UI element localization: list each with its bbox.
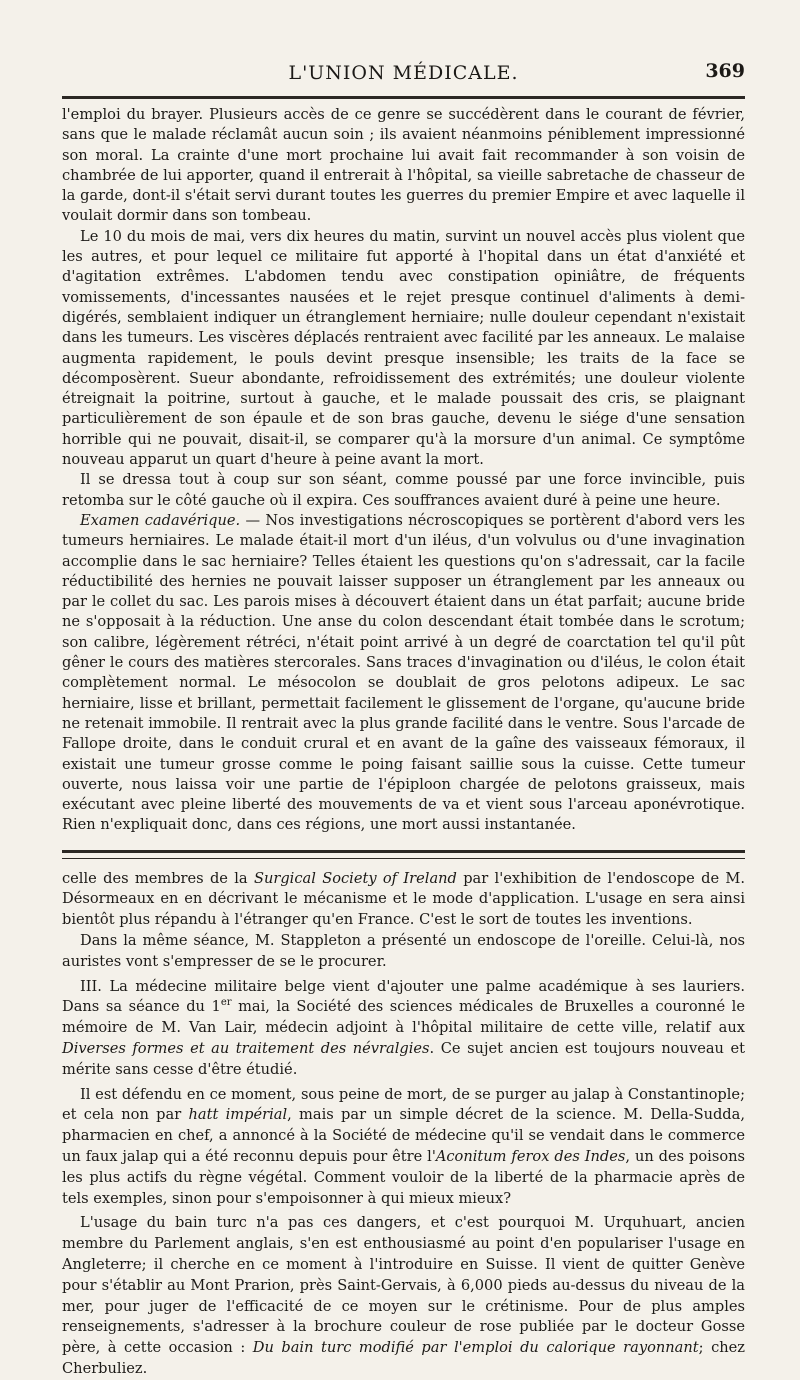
page-number: 369	[705, 60, 745, 82]
text-run: , mais par un simple décret de la science. M. Della-Sudda, pharmacien en chef, a annoncé à la Société de médecine qu'il se vendait dans le commerce un faux jalap qui a été reconnu depuis pour être l'	[62, 1106, 745, 1166]
hatt-imperial: hatt impérial	[188, 1106, 288, 1124]
article-body	[62, 105, 745, 836]
text-run: III. La médecine militaire belge vient d'ajouter une palme académique à ses lauriers. Dans sa séance du 1	[62, 977, 745, 1016]
paragraph-death: Il se dressa tout à coup sur son séant, comme poussé par une force invincible, puis retomba sur le côté gauche où il expira. Ces souffrances avaient duré à peine une heure.	[62, 471, 745, 509]
text-run: , un des poisons les plus actifs du règne végétal. Comment vouloir de la liberté de la pharmacie après de tels exemples, sinon pour s'empoisonner à qui mieux mieux?	[62, 1148, 746, 1207]
superscript: er	[220, 997, 232, 1009]
autopsy-heading: Examen cadavérique.	[80, 511, 241, 529]
aconitum-name: Aconitum ferox des Indes	[435, 1148, 626, 1166]
text-run: par l'exhibition de l'endoscope de M. Désormeaux en en décrivant le mécanisme et le mode d'application. L'usage en sera ainsi bientôt plus répandu à l'étranger qu'en France. C'est le sort de toutes les inventions.	[62, 869, 745, 929]
text-run: L'usage du bain turc n'a pas ces dangers, et c'est pourquoi M. Urquhuart, ancien membre du Parlement anglais, s'en est enthousiasmé au point d'en populariser l'usage en Angleterre; il cherche en ce moment à l'introduire en Suisse. Il vient de quitter Genève pour s'établir au Mont Prarion, près Saint-Gervais, à 6,000 pieds au-dessus du niveau de la mer, pour juger de l'efficacité de ce moyen sur le crétinisme. Pour de plus amples renseignements, s'adresser à la brochure couleur de rose publiée par le docteur Gosse père, à cette occasion :	[62, 1214, 745, 1357]
paragraph-turkish-bath	[62, 1213, 745, 1379]
society-name: Surgical Society of Ireland	[253, 869, 457, 887]
brochure-title: Du bain turc modifié par l'emploi du calorique rayonnant	[252, 1339, 699, 1357]
header-rule	[62, 96, 745, 99]
memoir-title: Diverses formes et au traitement des névralgies	[62, 1040, 430, 1058]
text-run: celle des membres de la	[62, 869, 254, 887]
section-divider	[62, 850, 745, 859]
paragraph-endoscope	[62, 869, 745, 931]
text-run: ; chez Cherbuliez.	[62, 1339, 745, 1378]
running-head	[62, 0, 745, 84]
paragraph-ear-endoscope: Dans la même séance, M. Stappleton a présenté un endoscope de l'oreille. Celui-là, nos auristes vont s'empresser de se le procurer.	[62, 932, 745, 970]
text-run: . Ce sujet ancien est toujours nouveau et mérite sans cesse d'être étudié.	[62, 1040, 745, 1078]
autopsy-text: — Nos investigations nécroscopiques se portèrent d'abord vers les tumeurs herniaires. Le malade était-il mort d'un iléus, d'un volvulus ou d'une invagination accomplie dans le sac herniaire? Telles étaient les questions qu'on s'adressait, car la facile réductibilité des hernies ne pouvait laisser supposer un étranglement par les anneaux ou par le collet du sac. Les parois mises à découvert étaient dans un état parfait; aucune bride ne s'opposait à la réduction. Une anse du colon descendant était tombée dans le scrotum; son calibre, légèrement rétréci, n'était point arrivé à un degré de coarctation tel qu'il pût gêner le cours des matières stercorales. Sans traces d'invagination ou d'iléus, le colon était complètement normal. Le mésocolon se doublait de gros pelotons adipeux. Le sac herniaire, lisse et brillant, permettait facilement le glissement de l'organe, qu'aucune bride ne retenait immobile. Il rentrait avec la plus grande facilité dans le ventre. Sous l'arcade de Fallope droite, dans le conduit crural et en avant de la gaîne des vaisseaux fémoraux, il existait une tumeur grosse comme le poing faisant saillie sous la cuisse. Cette tumeur ouverte, nous laissa voir une partie de l'épiploon chargée de pelotons graisseux, mais exécutant avec pleine liberté des mouvements de va et vient sous l'arceau aponévrotique. Rien n'expliquait donc, dans ces régions, une mort aussi instantanée.	[62, 511, 745, 834]
paragraph-brayer: l'emploi du brayer. Plusieurs accès de ce genre se succédèrent dans le courant de février, sans que le malade réclamât aucun soin ; ils avaient néanmoins péniblement impressionné son moral. La crainte d'une mort prochaine lui avait fait recommander à son voisin de chambrée de lui apporter, quand il entrerait à l'hôpital, sa vieille sabretache de chasseur de la garde, dont-il s'était servi durant toutes les guerres du premier Empire et avec laquelle il voulait dormir dans son tombeau.	[62, 106, 745, 225]
text-run: Il est défendu en ce moment, sous peine de mort, de se purger au jalap à Constantinople; et cela non par	[62, 1085, 745, 1124]
paragraph-jalap	[62, 1085, 745, 1210]
paragraph-belgian-medicine	[62, 977, 745, 1081]
text-run: mai, la Société des sciences médicales de Bruxelles a couronné le mémoire de M. Van Lair, médecin adjoint à l'hôpital militaire de cette ville, relatif aux	[62, 998, 745, 1037]
paragraph-autopsy	[62, 511, 745, 836]
journal-title: L'UNION MÉDICALE.	[288, 62, 519, 84]
chronicle-body	[62, 869, 745, 1380]
paragraph-attack: Le 10 du mois de mai, vers dix heures du matin, survint un nouvel accès plus violent que les autres, et pour lequel ce militaire fut apporté à l'hopital dans un état d'anxiété et d'agitation extrêmes. L'abdomen tendu avec constipation opiniâtre, de fréquents vomissements, d'incessantes nausées et le rejet presque continuel d'aliments à demi-digérés, semblaient indiquer un étranglement herniaire; nulle douleur cependant n'existait dans les tumeurs. Les viscères déplacés rentraient avec facilité par les anneaux. Le malaise augmenta rapidement, le pouls devint presque insensible; les traits de la face se décomposèrent. Sueur abondante, refroidissement des extrémités; une douleur violente étreignait la poitrine, surtout à gauche, et le malade poussait des cris, se plaignant particulièrement de son épaule et de son bras gauche, devenu le siége d'une sensation horrible qui ne pouvait, disait-il, se comparer qu'à la morsure d'un animal. Ce symptôme nouveau apparut un quart d'heure à peine avant la mort.	[62, 227, 745, 469]
